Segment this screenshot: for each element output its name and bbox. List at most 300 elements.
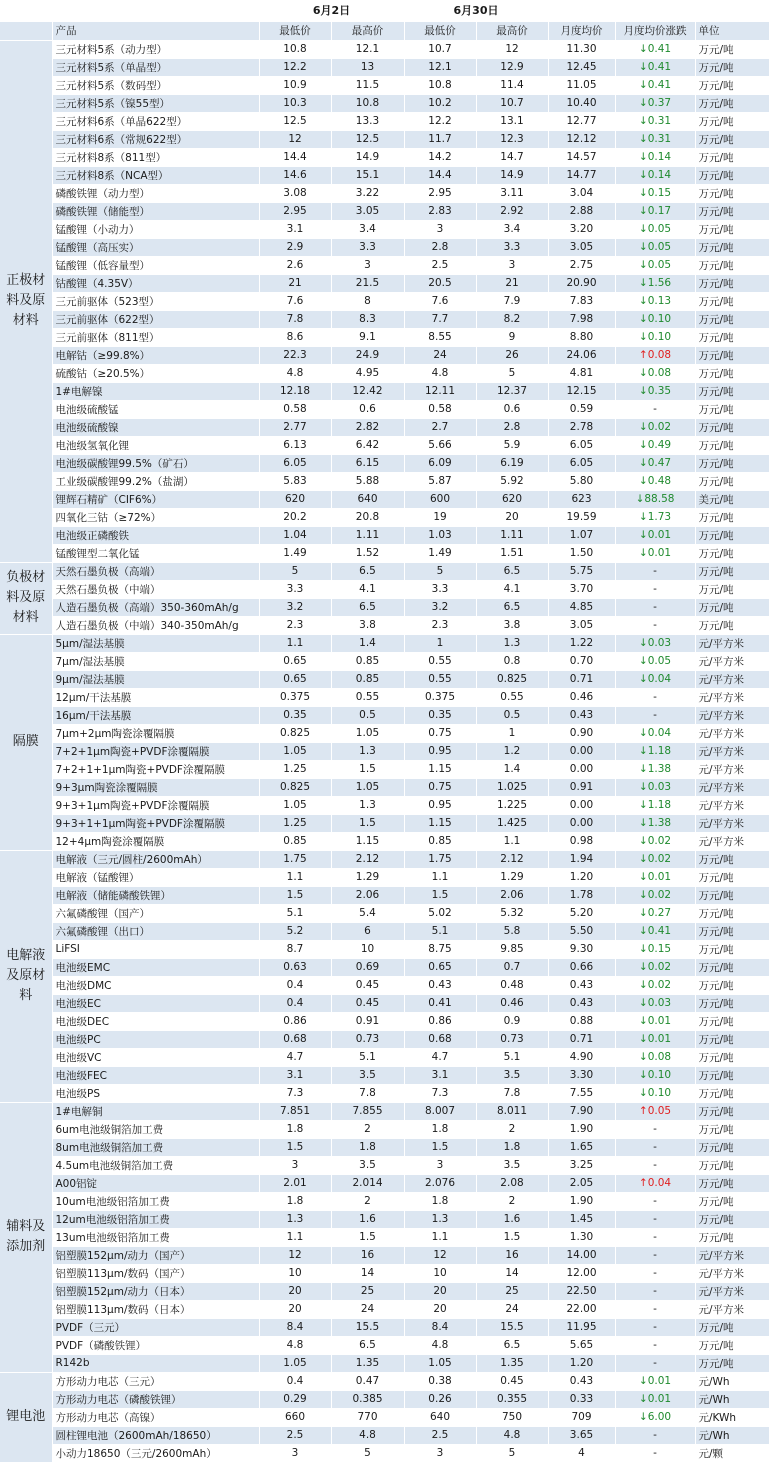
product-name: 电池级EC — [52, 994, 259, 1012]
table-row — [0, 328, 769, 346]
high-price-2: 21 — [476, 274, 548, 292]
monthly-change — [615, 580, 695, 598]
monthly-avg: 0.91 — [548, 778, 615, 796]
change-value: 0.10 — [647, 1087, 672, 1099]
low-price-1: 4.7 — [259, 1048, 331, 1066]
high-price-1: 1.5 — [331, 760, 404, 778]
monthly-change — [615, 472, 695, 490]
table-row — [0, 1336, 769, 1354]
change-value: 0.01 — [647, 547, 672, 559]
unit: 万元/吨 — [695, 580, 769, 598]
low-price-1: 1.1 — [259, 1228, 331, 1246]
arrow-down-icon: ↓ — [638, 655, 648, 667]
low-price-1: 1.1 — [259, 634, 331, 652]
unit: 万元/吨 — [695, 202, 769, 220]
high-price-1: 1.05 — [331, 724, 404, 742]
high-price-1: 5 — [331, 1444, 404, 1462]
product-name: 电池级DEC — [52, 1012, 259, 1030]
table-row — [0, 886, 769, 904]
change-value: - — [653, 1123, 657, 1135]
monthly-avg: 1.20 — [548, 868, 615, 886]
low-price-1: 5.2 — [259, 922, 331, 940]
arrow-down-icon: ↓ — [638, 421, 648, 433]
high-price-2: 13.1 — [476, 112, 548, 130]
high-price-2: 0.55 — [476, 688, 548, 706]
arrow-down-icon: ↓ — [638, 205, 648, 217]
change-value: 0.10 — [647, 313, 672, 325]
unit: 万元/吨 — [695, 1030, 769, 1048]
high-price-2: 2.92 — [476, 202, 548, 220]
monthly-avg: 0.43 — [548, 706, 615, 724]
monthly-avg: 0.66 — [548, 958, 615, 976]
low-price-1: 2.01 — [259, 1174, 331, 1192]
arrow-down-icon: ↓ — [638, 313, 648, 325]
monthly-avg: 8.80 — [548, 328, 615, 346]
low-price-1: 6.13 — [259, 436, 331, 454]
product-name: 硫酸钴（≥20.5%） — [52, 364, 259, 382]
table-row — [0, 274, 769, 292]
table-row — [0, 904, 769, 922]
arrow-down-icon: ↓ — [638, 1069, 648, 1081]
low-price-1: 0.65 — [259, 652, 331, 670]
table-row — [0, 148, 769, 166]
high-price-2: 12 — [476, 40, 548, 58]
table-row — [0, 580, 769, 598]
monthly-change — [615, 886, 695, 904]
arrow-down-icon: ↓ — [638, 745, 648, 757]
unit: 万元/吨 — [695, 544, 769, 562]
high-price-2: 8.011 — [476, 1102, 548, 1120]
low-price-1: 21 — [259, 274, 331, 292]
table-row — [0, 796, 769, 814]
arrow-down-icon: ↓ — [638, 115, 648, 127]
low-price-1: 10 — [259, 1264, 331, 1282]
unit: 万元/吨 — [695, 1102, 769, 1120]
monthly-avg: 3.65 — [548, 1426, 615, 1444]
product-name: 电池级碳酸锂99.5%（矿石） — [52, 454, 259, 472]
table-row — [0, 1426, 769, 1444]
arrow-down-icon: ↓ — [638, 439, 648, 451]
product-name: 锰酸锂型二氧化锰 — [52, 544, 259, 562]
monthly-change — [615, 922, 695, 940]
table-row — [0, 868, 769, 886]
low-price-2: 20 — [404, 1282, 476, 1300]
low-price-2: 1.5 — [404, 1138, 476, 1156]
product-name: 三元材料8系（811型） — [52, 148, 259, 166]
high-price-1: 1.05 — [331, 778, 404, 796]
low-price-1: 12.2 — [259, 58, 331, 76]
high-price-2: 11.4 — [476, 76, 548, 94]
low-price-2: 11.7 — [404, 130, 476, 148]
monthly-change — [615, 742, 695, 760]
table-row — [0, 1390, 769, 1408]
low-price-1: 3.1 — [259, 220, 331, 238]
high-price-2: 2.06 — [476, 886, 548, 904]
monthly-change — [615, 238, 695, 256]
monthly-avg: 0.71 — [548, 1030, 615, 1048]
high-price-1: 14.9 — [331, 148, 404, 166]
low-price-1: 0.65 — [259, 670, 331, 688]
unit: 万元/吨 — [695, 1048, 769, 1066]
low-price-1: 1.8 — [259, 1120, 331, 1138]
high-price-2: 4.1 — [476, 580, 548, 598]
monthly-avg: 2.75 — [548, 256, 615, 274]
monthly-change — [615, 1426, 695, 1444]
unit: 万元/吨 — [695, 886, 769, 904]
high-price-2: 6.5 — [476, 1336, 548, 1354]
column-header-row — [0, 21, 769, 40]
arrow-up-icon: ↑ — [638, 1177, 648, 1189]
change-value: 1.18 — [647, 799, 672, 811]
high-price-1: 0.45 — [331, 976, 404, 994]
monthly-avg: 7.98 — [548, 310, 615, 328]
unit: 万元/吨 — [695, 112, 769, 130]
monthly-avg: 1.65 — [548, 1138, 615, 1156]
product-name: 16μm/干法基膜 — [52, 706, 259, 724]
unit: 万元/吨 — [695, 940, 769, 958]
unit: 元/平方米 — [695, 1246, 769, 1264]
change-value: 0.08 — [647, 349, 672, 361]
monthly-change — [615, 724, 695, 742]
col-low1-header: 最低价 — [259, 21, 331, 40]
change-value: 0.03 — [647, 781, 672, 793]
product-name: 8um电池级铜箔加工费 — [52, 1138, 259, 1156]
product-name: 电池级硫酸锰 — [52, 400, 259, 418]
monthly-change — [615, 382, 695, 400]
monthly-avg: 12.12 — [548, 130, 615, 148]
high-price-1: 6.42 — [331, 436, 404, 454]
arrow-down-icon: ↓ — [638, 817, 648, 829]
product-name: 12+4μm陶瓷涂覆隔膜 — [52, 832, 259, 850]
table-row — [0, 850, 769, 868]
table-row — [0, 1354, 769, 1372]
high-price-2: 2 — [476, 1120, 548, 1138]
product-name: 9+3+1μm陶瓷+PVDF涂覆隔膜 — [52, 796, 259, 814]
high-price-2: 5 — [476, 1444, 548, 1462]
low-price-2: 0.375 — [404, 688, 476, 706]
monthly-change — [615, 634, 695, 652]
change-value: 0.02 — [647, 421, 672, 433]
high-price-2: 5.1 — [476, 1048, 548, 1066]
product-name: 方形动力电芯（磷酸铁锂） — [52, 1390, 259, 1408]
unit: 万元/吨 — [695, 562, 769, 580]
low-price-2: 3 — [404, 1444, 476, 1462]
table-row — [0, 1372, 769, 1390]
low-price-1: 0.29 — [259, 1390, 331, 1408]
monthly-avg: 1.78 — [548, 886, 615, 904]
high-price-2: 10.7 — [476, 94, 548, 112]
product-name: 人造石墨负极（高端）350-360mAh/g — [52, 598, 259, 616]
change-value: - — [653, 403, 657, 415]
high-price-1: 4.95 — [331, 364, 404, 382]
unit: 万元/吨 — [695, 130, 769, 148]
high-price-2: 0.5 — [476, 706, 548, 724]
low-price-2: 2.3 — [404, 616, 476, 634]
product-name: 电解钴（≥99.8%） — [52, 346, 259, 364]
table-row — [0, 760, 769, 778]
low-price-2: 0.43 — [404, 976, 476, 994]
high-price-2: 1.5 — [476, 1228, 548, 1246]
change-value: 0.17 — [647, 205, 672, 217]
change-value: 0.41 — [647, 43, 672, 55]
low-price-1: 1.04 — [259, 526, 331, 544]
monthly-avg: 623 — [548, 490, 615, 508]
table-row — [0, 598, 769, 616]
monthly-change — [615, 1156, 695, 1174]
high-price-2: 3.5 — [476, 1066, 548, 1084]
table-row — [0, 1210, 769, 1228]
monthly-change — [615, 850, 695, 868]
high-price-1: 3.05 — [331, 202, 404, 220]
low-price-1: 12.18 — [259, 382, 331, 400]
low-price-1: 8.7 — [259, 940, 331, 958]
high-price-2: 3 — [476, 256, 548, 274]
product-name: A00铝锭 — [52, 1174, 259, 1192]
high-price-2: 9 — [476, 328, 548, 346]
high-price-1: 13 — [331, 58, 404, 76]
product-name: 电解液（储能磷酸铁锂） — [52, 886, 259, 904]
low-price-1: 0.4 — [259, 1372, 331, 1390]
low-price-2: 7.3 — [404, 1084, 476, 1102]
table-row — [0, 238, 769, 256]
high-price-2: 12.37 — [476, 382, 548, 400]
low-price-2: 1.15 — [404, 814, 476, 832]
unit: 万元/吨 — [695, 976, 769, 994]
low-price-2: 1.3 — [404, 1210, 476, 1228]
date-header-2: 6月30日 — [404, 0, 548, 21]
arrow-down-icon: ↓ — [638, 61, 648, 73]
product-name: 三元材料5系（动力型） — [52, 40, 259, 58]
low-price-2: 8.4 — [404, 1318, 476, 1336]
product-name: 锂辉石精矿（CIF6%） — [52, 490, 259, 508]
monthly-avg: 709 — [548, 1408, 615, 1426]
product-name: 7+2+1+1μm陶瓷+PVDF涂覆隔膜 — [52, 760, 259, 778]
product-name: 三元材料6系（常规622型） — [52, 130, 259, 148]
unit: 万元/吨 — [695, 598, 769, 616]
high-price-1: 0.45 — [331, 994, 404, 1012]
arrow-down-icon: ↓ — [638, 781, 648, 793]
monthly-avg: 5.80 — [548, 472, 615, 490]
product-name: 铝塑膜113μm/数码（日本） — [52, 1300, 259, 1318]
monthly-avg: 6.05 — [548, 436, 615, 454]
product-name: 四氧化三钴（≥72%） — [52, 508, 259, 526]
low-price-1: 0.4 — [259, 976, 331, 994]
high-price-1: 3.5 — [331, 1066, 404, 1084]
arrow-down-icon: ↓ — [638, 871, 648, 883]
unit: 万元/吨 — [695, 58, 769, 76]
high-price-2: 14.9 — [476, 166, 548, 184]
low-price-1: 2.3 — [259, 616, 331, 634]
arrow-down-icon: ↓ — [638, 907, 648, 919]
monthly-change — [615, 40, 695, 58]
col-low2-header: 最低价 — [404, 21, 476, 40]
unit: 万元/吨 — [695, 220, 769, 238]
monthly-change — [615, 364, 695, 382]
change-value: - — [653, 1159, 657, 1171]
product-name: 磷酸铁锂（储能型） — [52, 202, 259, 220]
table-row — [0, 1012, 769, 1030]
high-price-2: 14 — [476, 1264, 548, 1282]
high-price-2: 0.46 — [476, 994, 548, 1012]
low-price-1: 0.68 — [259, 1030, 331, 1048]
monthly-change — [615, 1354, 695, 1372]
low-price-2: 0.86 — [404, 1012, 476, 1030]
change-value: - — [653, 583, 657, 595]
low-price-2: 2.076 — [404, 1174, 476, 1192]
monthly-change — [615, 1300, 695, 1318]
monthly-change — [615, 1174, 695, 1192]
product-name: 三元材料6系（单晶622型） — [52, 112, 259, 130]
high-price-1: 8.3 — [331, 310, 404, 328]
monthly-change — [615, 418, 695, 436]
unit: 万元/吨 — [695, 1174, 769, 1192]
change-value: 1.38 — [647, 817, 672, 829]
monthly-change — [615, 598, 695, 616]
category-label: 正极材料及原材料 — [0, 40, 52, 562]
change-value: 0.48 — [647, 475, 672, 487]
table-row — [0, 58, 769, 76]
product-name: R142b — [52, 1354, 259, 1372]
monthly-avg: 1.50 — [548, 544, 615, 562]
low-price-1: 20 — [259, 1300, 331, 1318]
high-price-1: 1.4 — [331, 634, 404, 652]
unit: 万元/吨 — [695, 904, 769, 922]
unit: 万元/吨 — [695, 238, 769, 256]
monthly-change — [615, 778, 695, 796]
high-price-2: 1.29 — [476, 868, 548, 886]
table-row — [0, 724, 769, 742]
low-price-2: 2.95 — [404, 184, 476, 202]
low-price-1: 7.3 — [259, 1084, 331, 1102]
table-row — [0, 184, 769, 202]
monthly-avg: 22.50 — [548, 1282, 615, 1300]
high-price-2: 2.08 — [476, 1174, 548, 1192]
product-name: 圆柱锂电池（2600mAh/18650） — [52, 1426, 259, 1444]
monthly-avg: 10.40 — [548, 94, 615, 112]
product-name: 9+3μm陶瓷涂覆隔膜 — [52, 778, 259, 796]
table-row — [0, 202, 769, 220]
product-name: 10um电池级铝箔加工费 — [52, 1192, 259, 1210]
unit: 万元/吨 — [695, 1228, 769, 1246]
product-name: 电池级FEC — [52, 1066, 259, 1084]
unit: 万元/吨 — [695, 274, 769, 292]
change-value: 1.38 — [647, 763, 672, 775]
change-value: - — [653, 619, 657, 631]
unit: 元/平方米 — [695, 634, 769, 652]
high-price-1: 15.1 — [331, 166, 404, 184]
high-price-1: 2 — [331, 1192, 404, 1210]
product-name: 7+2+1μm陶瓷+PVDF涂覆隔膜 — [52, 742, 259, 760]
monthly-change — [615, 940, 695, 958]
change-value: 0.41 — [647, 925, 672, 937]
change-value: - — [653, 1231, 657, 1243]
high-price-1: 6.5 — [331, 598, 404, 616]
unit: 元/平方米 — [695, 778, 769, 796]
high-price-2: 0.9 — [476, 1012, 548, 1030]
monthly-avg: 0.90 — [548, 724, 615, 742]
high-price-1: 0.69 — [331, 958, 404, 976]
product-name: 7μm/湿法基膜 — [52, 652, 259, 670]
high-price-1: 0.85 — [331, 652, 404, 670]
arrow-down-icon: ↓ — [638, 1033, 648, 1045]
unit: 万元/吨 — [695, 1012, 769, 1030]
arrow-down-icon: ↓ — [635, 493, 645, 505]
change-value: 0.10 — [647, 1069, 672, 1081]
change-value: 0.02 — [647, 853, 672, 865]
unit: 万元/吨 — [695, 1354, 769, 1372]
high-price-1: 20.8 — [331, 508, 404, 526]
high-price-1: 1.52 — [331, 544, 404, 562]
monthly-change — [615, 1246, 695, 1264]
high-price-1: 5.4 — [331, 904, 404, 922]
high-price-1: 15.5 — [331, 1318, 404, 1336]
monthly-change — [615, 796, 695, 814]
monthly-avg: 12.77 — [548, 112, 615, 130]
high-price-1: 8 — [331, 292, 404, 310]
high-price-2: 3.3 — [476, 238, 548, 256]
low-price-2: 0.38 — [404, 1372, 476, 1390]
unit: 万元/吨 — [695, 1120, 769, 1138]
monthly-change — [615, 1102, 695, 1120]
low-price-2: 12.11 — [404, 382, 476, 400]
high-price-1: 1.6 — [331, 1210, 404, 1228]
low-price-1: 0.63 — [259, 958, 331, 976]
table-row — [0, 1444, 769, 1462]
low-price-1: 8.4 — [259, 1318, 331, 1336]
high-price-1: 6.15 — [331, 454, 404, 472]
monthly-avg: 0.98 — [548, 832, 615, 850]
high-price-2: 750 — [476, 1408, 548, 1426]
table-row — [0, 1048, 769, 1066]
category-label: 锂电池 — [0, 1372, 52, 1462]
arrow-down-icon: ↓ — [638, 511, 648, 523]
high-price-2: 15.5 — [476, 1318, 548, 1336]
change-value: - — [653, 1249, 657, 1261]
table-row — [0, 940, 769, 958]
monthly-change — [615, 328, 695, 346]
high-price-2: 0.8 — [476, 652, 548, 670]
low-price-2: 1.75 — [404, 850, 476, 868]
high-price-1: 14 — [331, 1264, 404, 1282]
change-value: 0.08 — [647, 1051, 672, 1063]
monthly-change — [615, 616, 695, 634]
high-price-2: 9.85 — [476, 940, 548, 958]
date-header-1: 6月2日 — [259, 0, 404, 21]
low-price-1: 1.3 — [259, 1210, 331, 1228]
high-price-2: 2.8 — [476, 418, 548, 436]
arrow-down-icon: ↓ — [638, 1411, 648, 1423]
monthly-avg: 0.43 — [548, 994, 615, 1012]
monthly-avg: 7.55 — [548, 1084, 615, 1102]
high-price-2: 1.8 — [476, 1138, 548, 1156]
low-price-2: 2.83 — [404, 202, 476, 220]
arrow-down-icon: ↓ — [638, 367, 648, 379]
table-row — [0, 400, 769, 418]
monthly-avg: 0.00 — [548, 742, 615, 760]
change-value: 0.08 — [647, 367, 672, 379]
unit: 万元/吨 — [695, 1192, 769, 1210]
high-price-1: 24.9 — [331, 346, 404, 364]
low-price-2: 24 — [404, 346, 476, 364]
high-price-1: 5.88 — [331, 472, 404, 490]
unit: 元/KWh — [695, 1408, 769, 1426]
monthly-avg: 11.05 — [548, 76, 615, 94]
low-price-2: 0.75 — [404, 778, 476, 796]
monthly-avg: 22.00 — [548, 1300, 615, 1318]
high-price-1: 0.5 — [331, 706, 404, 724]
low-price-1: 3.3 — [259, 580, 331, 598]
change-value: 88.58 — [644, 493, 675, 505]
